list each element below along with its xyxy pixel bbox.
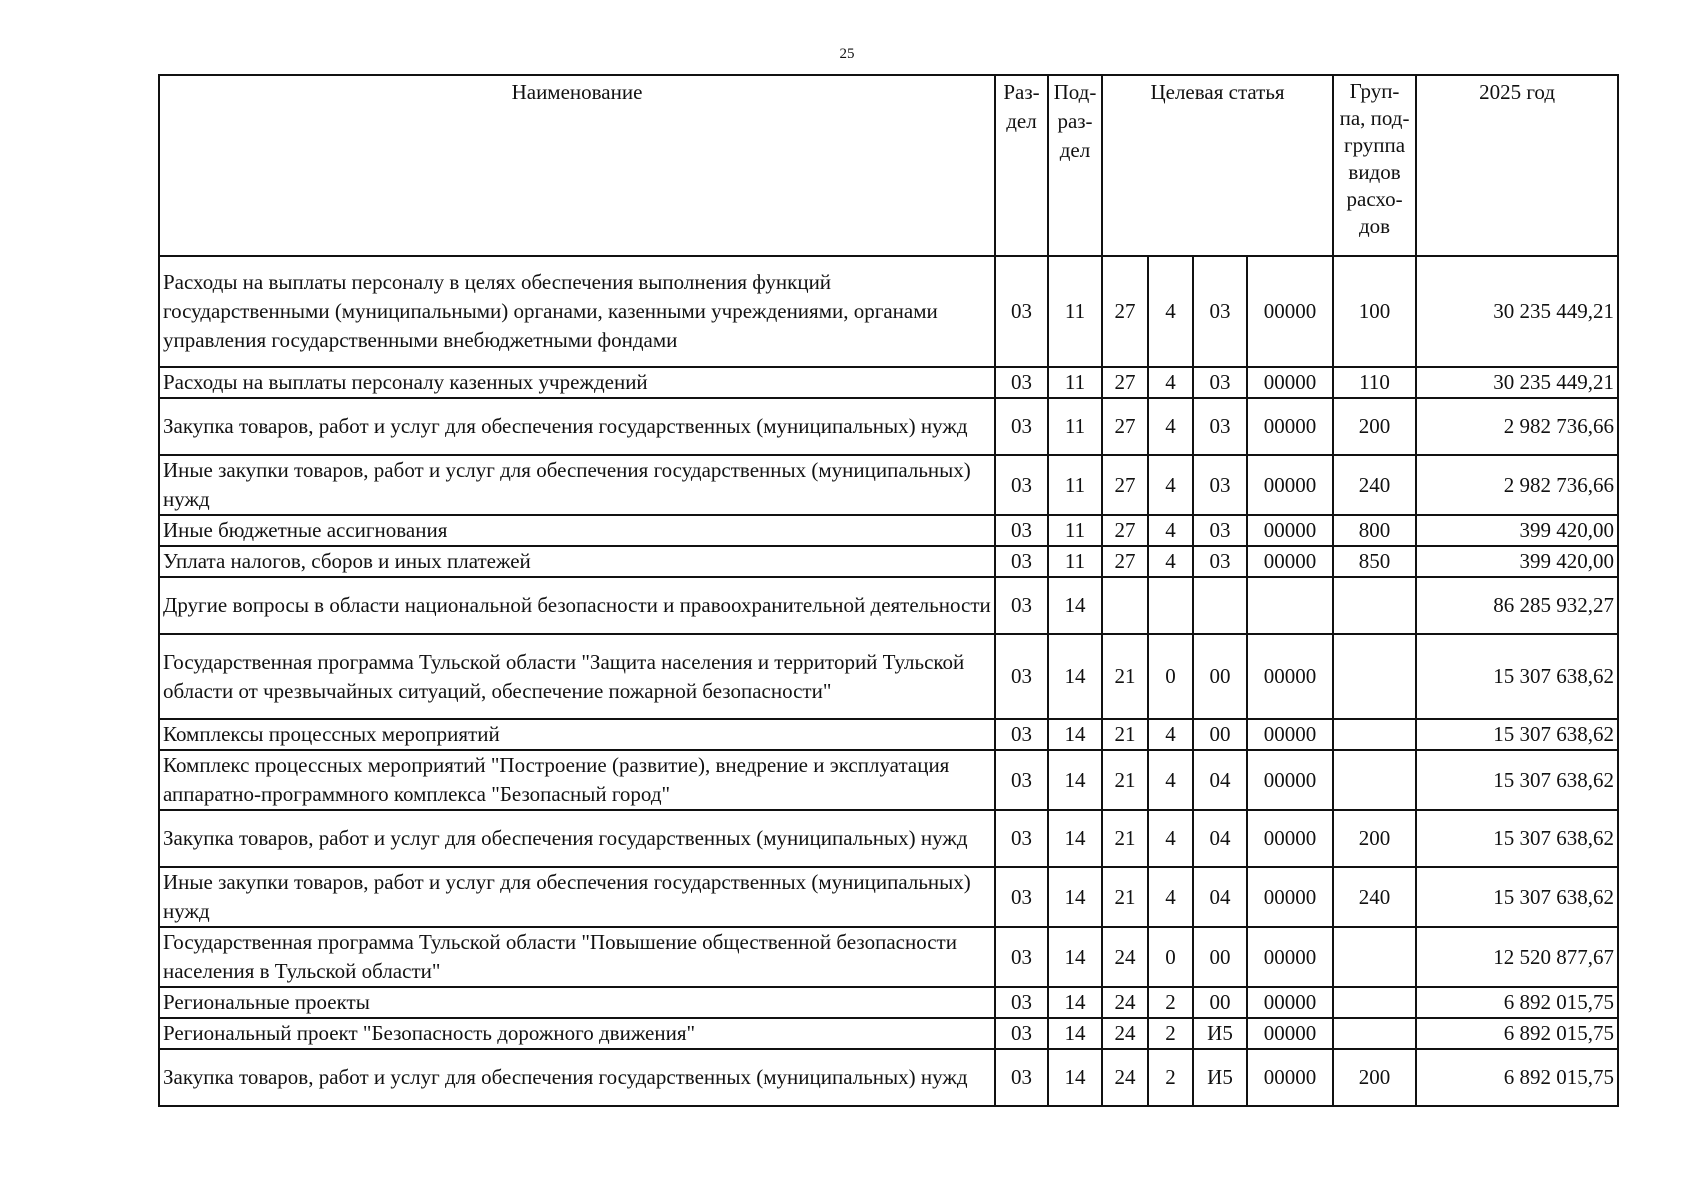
row-target-event: 04 [1193, 810, 1247, 867]
row-amount: 15 307 638,62 [1416, 750, 1618, 810]
row-target-event [1193, 577, 1247, 634]
row-target-subprogram: 4 [1148, 367, 1193, 398]
row-target-program: 27 [1102, 367, 1148, 398]
row-section: 03 [995, 987, 1048, 1018]
row-expense-group: 240 [1333, 867, 1416, 927]
row-target-direction: 00000 [1247, 867, 1333, 927]
row-subsection: 11 [1048, 515, 1102, 546]
row-name: Закупка товаров, работ и услуг для обеспечения государственных (муниципальных) нужд [159, 1049, 995, 1106]
row-expense-group: 200 [1333, 1049, 1416, 1106]
row-amount: 399 420,00 [1416, 546, 1618, 577]
header-target-article: Целевая статья [1102, 75, 1333, 256]
row-target-subprogram: 0 [1148, 927, 1193, 987]
row-subsection: 14 [1048, 750, 1102, 810]
row-target-direction: 00000 [1247, 810, 1333, 867]
row-target-subprogram: 4 [1148, 398, 1193, 455]
row-name: Иные закупки товаров, работ и услуг для обеспечения государственных (муниципальных) нужд [159, 867, 995, 927]
row-target-program [1102, 577, 1148, 634]
row-section: 03 [995, 256, 1048, 367]
row-target-subprogram: 4 [1148, 455, 1193, 515]
row-target-subprogram [1148, 577, 1193, 634]
row-name: Региональный проект "Безопасность дорожного движения" [159, 1018, 995, 1049]
row-subsection: 14 [1048, 1049, 1102, 1106]
row-name: Государственная программа Тульской области "Повышение общественной безопасности населения в Тульской области" [159, 927, 995, 987]
row-subsection: 14 [1048, 719, 1102, 750]
row-name: Иные закупки товаров, работ и услуг для обеспечения государственных (муниципальных) нужд [159, 455, 995, 515]
row-subsection: 14 [1048, 987, 1102, 1018]
table-row [159, 367, 1618, 398]
row-target-subprogram: 4 [1148, 546, 1193, 577]
row-target-event: 03 [1193, 515, 1247, 546]
table-row [159, 1049, 1618, 1106]
row-target-subprogram: 0 [1148, 634, 1193, 719]
row-target-event: 00 [1193, 987, 1247, 1018]
row-subsection: 11 [1048, 256, 1102, 367]
row-expense-group [1333, 577, 1416, 634]
row-expense-group: 100 [1333, 256, 1416, 367]
row-section: 03 [995, 1018, 1048, 1049]
row-subsection: 11 [1048, 546, 1102, 577]
row-subsection: 11 [1048, 367, 1102, 398]
row-amount: 399 420,00 [1416, 515, 1618, 546]
row-target-direction: 00000 [1247, 515, 1333, 546]
row-section: 03 [995, 634, 1048, 719]
row-expense-group: 200 [1333, 810, 1416, 867]
table-row [159, 455, 1618, 515]
row-target-event: 03 [1193, 546, 1247, 577]
row-subsection: 14 [1048, 1018, 1102, 1049]
row-target-program: 24 [1102, 927, 1148, 987]
row-amount: 86 285 932,27 [1416, 577, 1618, 634]
row-expense-group [1333, 634, 1416, 719]
row-amount: 6 892 015,75 [1416, 1049, 1618, 1106]
row-section: 03 [995, 515, 1048, 546]
header-name: Наименование [159, 75, 995, 256]
table-row [159, 867, 1618, 927]
table-row [159, 398, 1618, 455]
row-expense-group [1333, 1018, 1416, 1049]
row-expense-group: 110 [1333, 367, 1416, 398]
row-target-event: 00 [1193, 927, 1247, 987]
row-section: 03 [995, 719, 1048, 750]
row-expense-group [1333, 750, 1416, 810]
row-name: Государственная программа Тульской области "Защита населения и территорий Тульской области от чрезвычайных ситуаций, обеспечение пожарной безопасности" [159, 634, 995, 719]
row-target-program: 21 [1102, 810, 1148, 867]
row-target-subprogram: 4 [1148, 256, 1193, 367]
page-number: 25 [839, 46, 855, 62]
row-amount: 6 892 015,75 [1416, 1018, 1618, 1049]
row-target-subprogram: 4 [1148, 867, 1193, 927]
row-target-event: 03 [1193, 256, 1247, 367]
table-row [159, 1018, 1618, 1049]
row-amount: 15 307 638,62 [1416, 634, 1618, 719]
row-target-program: 27 [1102, 256, 1148, 367]
row-name: Расходы на выплаты персоналу в целях обеспечения выполнения функций государственными (муниципальными) органами, казенными учреждениями, органами управления государственными внебюджетными фондами [159, 256, 995, 367]
row-amount: 2 982 736,66 [1416, 398, 1618, 455]
row-name: Другие вопросы в области национальной безопасности и правоохранительной деятельности [159, 577, 995, 634]
header-section: Раз- дел [995, 75, 1048, 256]
row-target-program: 21 [1102, 750, 1148, 810]
row-expense-group [1333, 719, 1416, 750]
row-target-subprogram: 4 [1148, 810, 1193, 867]
row-target-direction: 00000 [1247, 1018, 1333, 1049]
row-target-direction: 00000 [1247, 1049, 1333, 1106]
row-target-subprogram: 2 [1148, 1049, 1193, 1106]
row-section: 03 [995, 927, 1048, 987]
row-section: 03 [995, 750, 1048, 810]
row-name: Уплата налогов, сборов и иных платежей [159, 546, 995, 577]
row-name: Закупка товаров, работ и услуг для обеспечения государственных (муниципальных) нужд [159, 398, 995, 455]
row-section: 03 [995, 577, 1048, 634]
row-expense-group: 800 [1333, 515, 1416, 546]
row-section: 03 [995, 867, 1048, 927]
row-expense-group [1333, 987, 1416, 1018]
table-row [159, 634, 1618, 719]
row-target-event: 00 [1193, 634, 1247, 719]
table-row [159, 810, 1618, 867]
row-target-direction: 00000 [1247, 750, 1333, 810]
row-target-event: 03 [1193, 398, 1247, 455]
row-subsection: 14 [1048, 577, 1102, 634]
row-target-subprogram: 4 [1148, 750, 1193, 810]
row-target-direction [1247, 577, 1333, 634]
row-expense-group: 850 [1333, 546, 1416, 577]
row-target-program: 27 [1102, 455, 1148, 515]
row-amount: 15 307 638,62 [1416, 867, 1618, 927]
row-target-program: 27 [1102, 515, 1148, 546]
row-target-direction: 00000 [1247, 719, 1333, 750]
row-target-direction: 00000 [1247, 927, 1333, 987]
row-subsection: 14 [1048, 927, 1102, 987]
row-target-program: 21 [1102, 719, 1148, 750]
row-target-program: 24 [1102, 1049, 1148, 1106]
row-target-event: 04 [1193, 750, 1247, 810]
row-target-subprogram: 4 [1148, 719, 1193, 750]
table-row [159, 256, 1618, 367]
table-row [159, 987, 1618, 1018]
table-row [159, 719, 1618, 750]
row-name: Комплексы процессных мероприятий [159, 719, 995, 750]
table-row [159, 546, 1618, 577]
row-target-program: 27 [1102, 546, 1148, 577]
budget-table [158, 74, 1619, 1107]
row-target-direction: 00000 [1247, 398, 1333, 455]
header-expense-group: Груп- па, под- группа видов расхо- дов [1333, 75, 1416, 256]
table-header-row [159, 75, 1618, 256]
row-section: 03 [995, 546, 1048, 577]
row-name: Расходы на выплаты персоналу казенных учреждений [159, 367, 995, 398]
row-name: Закупка товаров, работ и услуг для обеспечения государственных (муниципальных) нужд [159, 810, 995, 867]
row-section: 03 [995, 810, 1048, 867]
row-subsection: 14 [1048, 867, 1102, 927]
row-amount: 30 235 449,21 [1416, 256, 1618, 367]
row-target-subprogram: 2 [1148, 1018, 1193, 1049]
row-section: 03 [995, 455, 1048, 515]
table-row [159, 515, 1618, 546]
row-expense-group: 240 [1333, 455, 1416, 515]
row-subsection: 11 [1048, 398, 1102, 455]
row-target-direction: 00000 [1247, 634, 1333, 719]
row-subsection: 11 [1048, 455, 1102, 515]
row-target-direction: 00000 [1247, 367, 1333, 398]
row-target-program: 24 [1102, 987, 1148, 1018]
row-amount: 15 307 638,62 [1416, 810, 1618, 867]
row-expense-group: 200 [1333, 398, 1416, 455]
row-amount: 15 307 638,62 [1416, 719, 1618, 750]
row-target-event: 03 [1193, 455, 1247, 515]
row-target-direction: 00000 [1247, 455, 1333, 515]
row-section: 03 [995, 398, 1048, 455]
row-target-subprogram: 2 [1148, 987, 1193, 1018]
row-target-direction: 00000 [1247, 256, 1333, 367]
table-row [159, 577, 1618, 634]
row-target-event: И5 [1193, 1018, 1247, 1049]
header-subsection: Под- раз- дел [1048, 75, 1102, 256]
table-row [159, 750, 1618, 810]
header-year: 2025 год [1416, 75, 1618, 256]
row-amount: 2 982 736,66 [1416, 455, 1618, 515]
row-target-program: 21 [1102, 867, 1148, 927]
row-amount: 6 892 015,75 [1416, 987, 1618, 1018]
row-target-program: 21 [1102, 634, 1148, 719]
table-row [159, 927, 1618, 987]
row-target-event: 03 [1193, 367, 1247, 398]
row-amount: 12 520 877,67 [1416, 927, 1618, 987]
row-target-program: 24 [1102, 1018, 1148, 1049]
row-target-program: 27 [1102, 398, 1148, 455]
row-amount: 30 235 449,21 [1416, 367, 1618, 398]
row-target-event: 04 [1193, 867, 1247, 927]
row-name: Иные бюджетные ассигнования [159, 515, 995, 546]
row-section: 03 [995, 1049, 1048, 1106]
row-name: Региональные проекты [159, 987, 995, 1018]
row-subsection: 14 [1048, 634, 1102, 719]
row-target-event: 00 [1193, 719, 1247, 750]
row-section: 03 [995, 367, 1048, 398]
row-name: Комплекс процессных мероприятий "Построение (развитие), внедрение и эксплуатация аппаратно-программного комплекса "Безопасный город" [159, 750, 995, 810]
row-target-direction: 00000 [1247, 546, 1333, 577]
row-subsection: 14 [1048, 810, 1102, 867]
row-target-subprogram: 4 [1148, 515, 1193, 546]
row-target-event: И5 [1193, 1049, 1247, 1106]
row-target-direction: 00000 [1247, 987, 1333, 1018]
row-expense-group [1333, 927, 1416, 987]
